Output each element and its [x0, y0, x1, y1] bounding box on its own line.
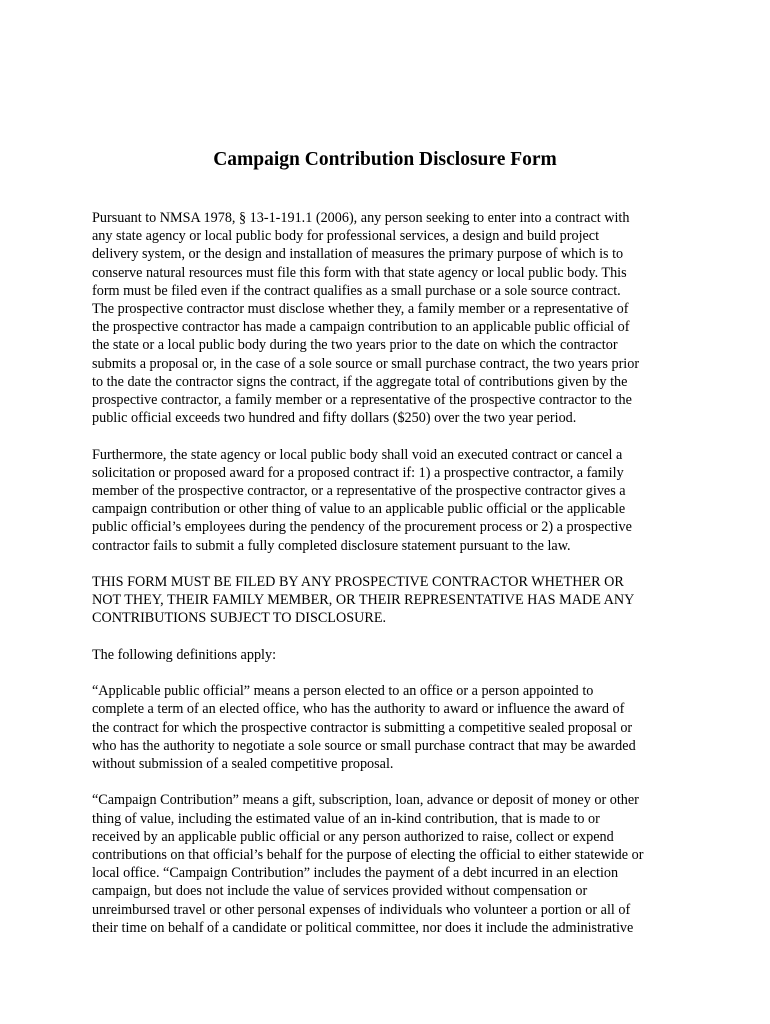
- paragraph-line: CONTRIBUTIONS SUBJECT TO DISCLOSURE.: [92, 610, 387, 627]
- paragraph-line: campaign, but does not include the value of services provided without compensation or: [92, 883, 588, 900]
- paragraph-3: [92, 573, 692, 628]
- paragraph-line: member of the prospective contractor, or a representative of the prospective contractor gives a: [92, 483, 626, 500]
- paragraph-line: Pursuant to NMSA 1978, § 13-1-191.1 (2006), any person seeking to enter into a contract with: [92, 210, 630, 226]
- paragraph-line: delivery system, or the design and installation of measures the primary purpose of which is to: [92, 246, 624, 263]
- paragraph-line: contributions on that official’s behalf for the purpose of electing the official to either statewide or: [92, 847, 644, 864]
- paragraph-line: the state or a local public body during the two years prior to the date on which the contractor: [92, 337, 618, 354]
- paragraph-line: submits a proposal or, in the case of a sole source or small purchase contract, the two years prior: [92, 355, 640, 372]
- paragraph-line: public official exceeds two hundred and fifty dollars ($250) over the two year period.: [92, 410, 577, 427]
- paragraph-5: [92, 682, 692, 773]
- paragraph-line: “Campaign Contribution” means a gift, subscription, loan, advance or deposit of money or other: [92, 792, 639, 809]
- paragraph-2: [92, 446, 692, 555]
- paragraph-line: complete a term of an elected office, who has the authority to award or influence the award of: [92, 701, 625, 718]
- paragraph-line: unreimbursed travel or other personal expenses of individuals who volunteer a portion or all of: [92, 901, 631, 918]
- paragraph-line: thing of value, including the estimated value of an in-kind contribution, that is made to or: [92, 810, 600, 827]
- paragraph-line: without submission of a sealed competitive proposal.: [92, 756, 394, 773]
- paragraph-line: their time on behalf of a candidate or political committee, nor does it include the administrative: [92, 919, 634, 936]
- paragraph-line: solicitation or proposed award for a proposed contract if: 1) a prospective contractor, a family: [92, 464, 624, 481]
- paragraph-line: the contract for which the prospective contractor is submitting a competitive sealed proposal or: [92, 719, 633, 736]
- document-body: [92, 209, 692, 955]
- paragraph-line: the prospective contractor has made a campaign contribution to an applicable public official of: [92, 319, 630, 336]
- paragraph-line: The following definitions apply:: [92, 646, 277, 663]
- paragraph-line: campaign contribution or other thing of value to an applicable public official or the applicable: [92, 501, 626, 518]
- paragraph-line: Furthermore, the state agency or local public body shall void an executed contract or cancel a: [92, 446, 623, 463]
- paragraph-line: who has the authority to negotiate a sole source or small purchase contract that may be awarded: [92, 737, 636, 754]
- paragraph-line: public official’s employees during the pendency of the procurement process or 2) a prospective: [92, 519, 632, 536]
- paragraph-line: conserve natural resources must file this form with that state agency or local public body. This: [92, 264, 627, 281]
- paragraph-line: “Applicable public official” means a person elected to an office or a person appointed to: [92, 683, 594, 700]
- paragraph-4: [92, 646, 692, 664]
- document-title: Campaign Contribution Disclosure Form: [213, 149, 557, 170]
- paragraph-line: NOT THEY, THEIR FAMILY MEMBER, OR THEIR REPRESENTATIVE HAS MADE ANY: [92, 592, 635, 609]
- paragraph-line: THIS FORM MUST BE FILED BY ANY PROSPECTIVE CONTRACTOR WHETHER OR: [92, 574, 624, 591]
- paragraph-line: local office. “Campaign Contribution” includes the payment of a debt incurred in an election: [92, 865, 619, 882]
- paragraph-1: [92, 209, 692, 427]
- paragraph-6: [92, 791, 692, 937]
- paragraph-line: form must be filed even if the contract qualifies as a small purchase or a sole source contract.: [92, 282, 621, 299]
- paragraph-line: prospective contractor, a family member or a representative of the prospective contractor to the: [92, 392, 632, 409]
- paragraph-line: any state agency or local public body for professional services, a design and build project: [92, 228, 600, 245]
- paragraph-line: The prospective contractor must disclose whether they, a family member or a representative of: [92, 301, 629, 318]
- paragraph-line: received by an applicable public official or any person authorized to raise, collect or expend: [92, 828, 614, 845]
- paragraph-line: to the date the contractor signs the contract, if the aggregate total of contributions given by the: [92, 373, 628, 390]
- paragraph-line: contractor fails to submit a fully completed disclosure statement pursuant to the law.: [92, 537, 571, 554]
